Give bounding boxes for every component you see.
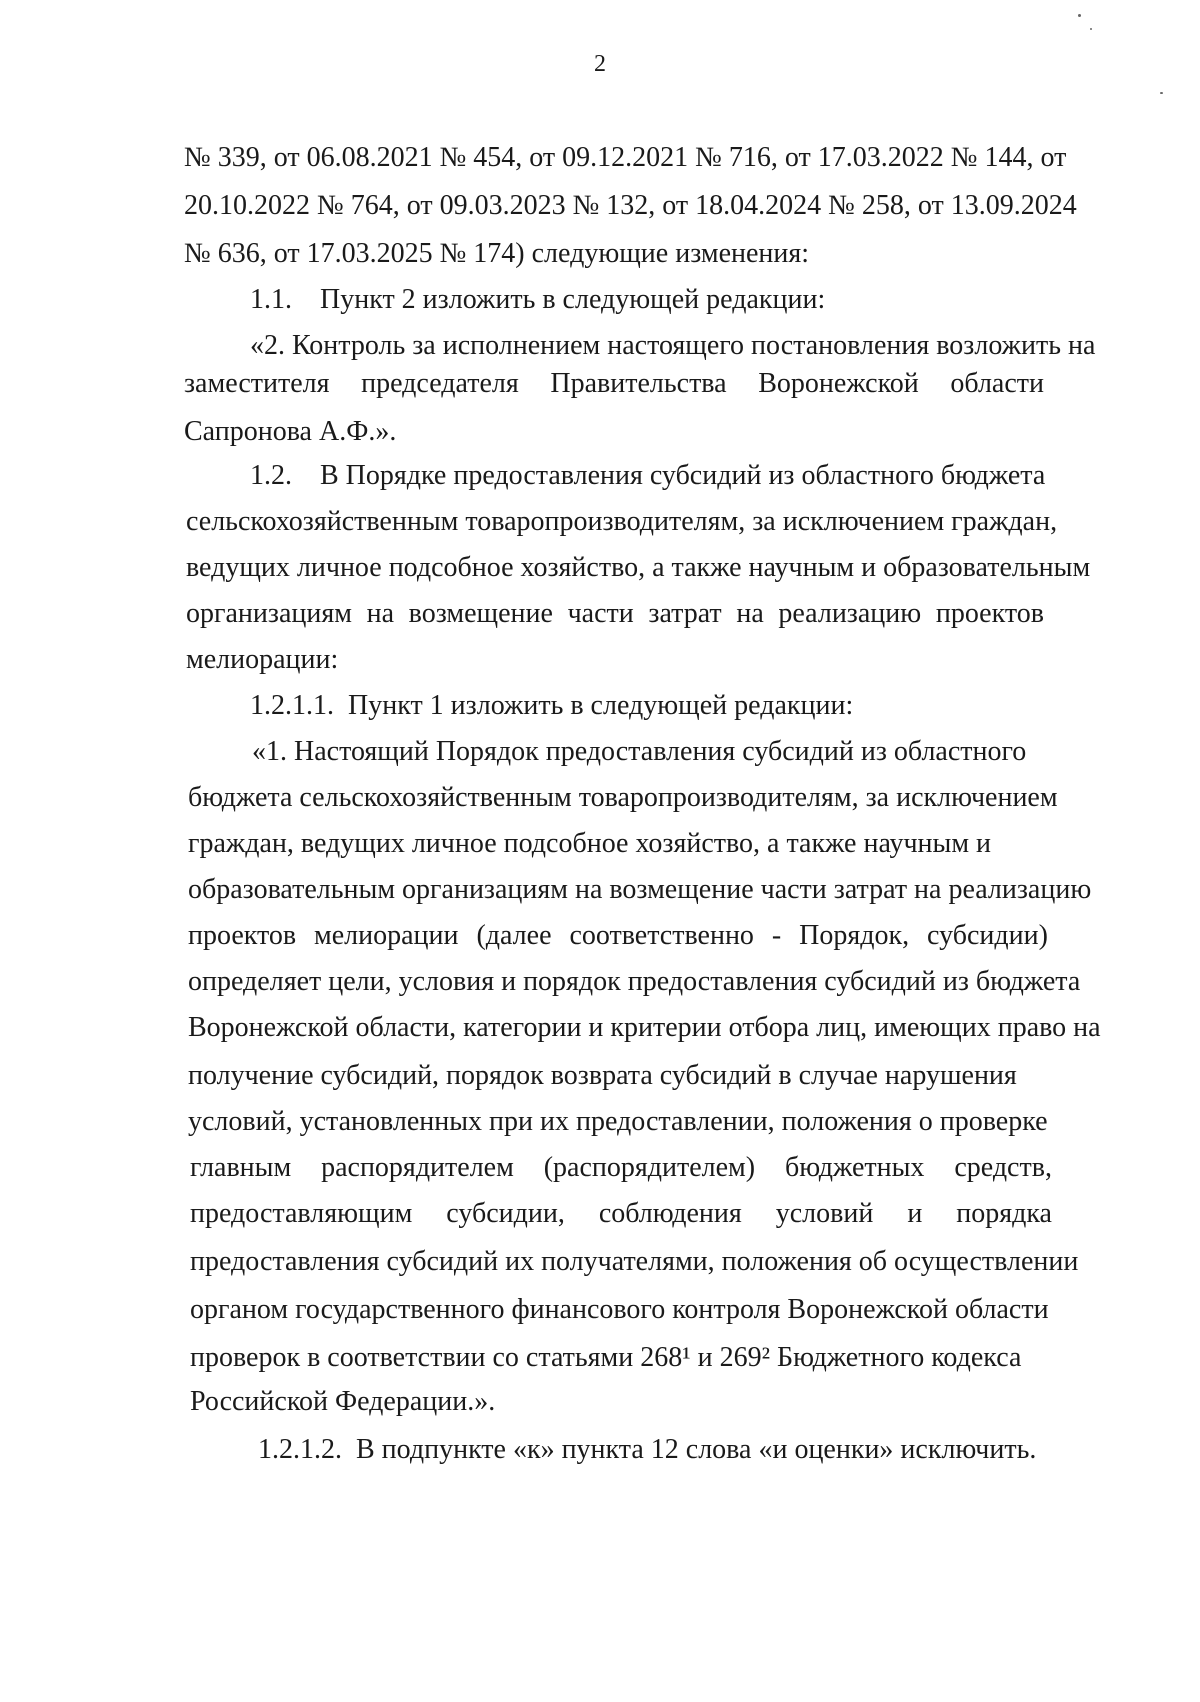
text-line: Сапронова А.Ф.». [184, 416, 397, 447]
word: затрат [648, 598, 722, 629]
page-number: 2 [594, 51, 606, 77]
text-line: образовательным организациям на возмещение части затрат на реализацию [188, 874, 1092, 905]
text-line: определяет цели, условия и порядок предоставления субсидий из бюджета [188, 966, 1081, 997]
text-line: № 339, от 06.08.2021 № 454, от 09.12.2021 № 716, от 17.03.2022 № 144, от [184, 142, 1067, 173]
text-line [190, 1196, 1052, 1232]
word: Порядок, [799, 920, 910, 951]
word: мелиорации [314, 920, 459, 951]
text-line: Воронежской области, категории и критерии отбора лиц, имеющих право на [188, 1012, 1101, 1043]
text-line: 1.2. В Порядке предоставления субсидий из областного бюджета [250, 460, 1046, 491]
text-line: 1.1. Пункт 2 изложить в следующей редакции: [250, 284, 826, 315]
word: заместителя [184, 368, 330, 399]
word: на [366, 598, 395, 629]
scan-speck [1090, 28, 1092, 30]
text-line: условий, установленных при их предоставлении, положения о проверке [188, 1106, 1048, 1137]
text-line [190, 1150, 1052, 1186]
text-line: предоставления субсидий их получателями, положения об осуществлении [190, 1246, 1079, 1277]
word: порядка [956, 1198, 1052, 1229]
text-line: Российской Федерации.». [190, 1386, 496, 1417]
text-line: получение субсидий, порядок возврата субсидий в случае нарушения [188, 1060, 1017, 1091]
text-line: мелиорации: [186, 644, 339, 675]
word: субсидии) [927, 920, 1048, 951]
text-line [184, 366, 1044, 402]
word: организациям [186, 598, 352, 629]
text-line: проверок в соответствии со статьями 268¹ и 269² Бюджетного кодекса [190, 1342, 1022, 1373]
text-line: ведущих личное подсобное хозяйство, а также научным и образовательным [186, 552, 1091, 583]
text-line: бюджета сельскохозяйственным товаропроизводителям, за исключением [188, 782, 1058, 813]
text-line: «2. Контроль за исполнением настоящего постановления возложить на [250, 330, 1096, 361]
word: Воронежской [758, 368, 919, 399]
word: возмещение [408, 598, 553, 629]
word: председателя [361, 368, 519, 399]
text-line: «1. Настоящий Порядок предоставления субсидий из областного [252, 736, 1027, 767]
word: на [736, 598, 764, 629]
text-line [188, 918, 1048, 954]
word: соответственно [569, 920, 754, 951]
word: области [950, 368, 1044, 399]
text-line: 1.2.1.2. В подпункте «к» пункта 12 слова «и оценки» исключить. [258, 1434, 1037, 1465]
word: проектов [188, 920, 297, 951]
scan-speck [1160, 92, 1163, 94]
scan-speck [1078, 14, 1081, 17]
word: соблюдения [598, 1198, 742, 1229]
word: средств, [954, 1152, 1052, 1183]
text-line: граждан, ведущих личное подсобное хозяйство, а также научным и [188, 828, 992, 859]
word: Правительства [550, 368, 727, 399]
word: (далее [476, 920, 552, 951]
text-line: 1.2.1.1. Пункт 1 изложить в следующей редакции: [250, 690, 854, 721]
word: реализацию [778, 598, 922, 629]
word: предоставляющим [190, 1198, 413, 1229]
word: части [567, 598, 634, 629]
text-line: сельскохозяйственным товаропроизводителям, за исключением граждан, [186, 506, 1058, 537]
text-line: 20.10.2022 № 764, от 09.03.2023 № 132, от 18.04.2024 № 258, от 13.09.2024 [184, 190, 1077, 221]
text-line: № 636, от 17.03.2025 № 174) следующие изменения: [184, 238, 810, 269]
text-line [186, 596, 1044, 632]
text-line: органом государственного финансового контроля Воронежской области [190, 1294, 1049, 1325]
word: распорядителем [321, 1152, 514, 1183]
word: главным [190, 1152, 292, 1183]
word: и [907, 1198, 923, 1229]
word: (распорядителем) [543, 1152, 756, 1183]
word: условий [775, 1198, 874, 1229]
word: субсидии, [446, 1198, 565, 1229]
word: бюджетных [785, 1152, 925, 1183]
word: - [771, 920, 782, 951]
word: проектов [935, 598, 1044, 629]
